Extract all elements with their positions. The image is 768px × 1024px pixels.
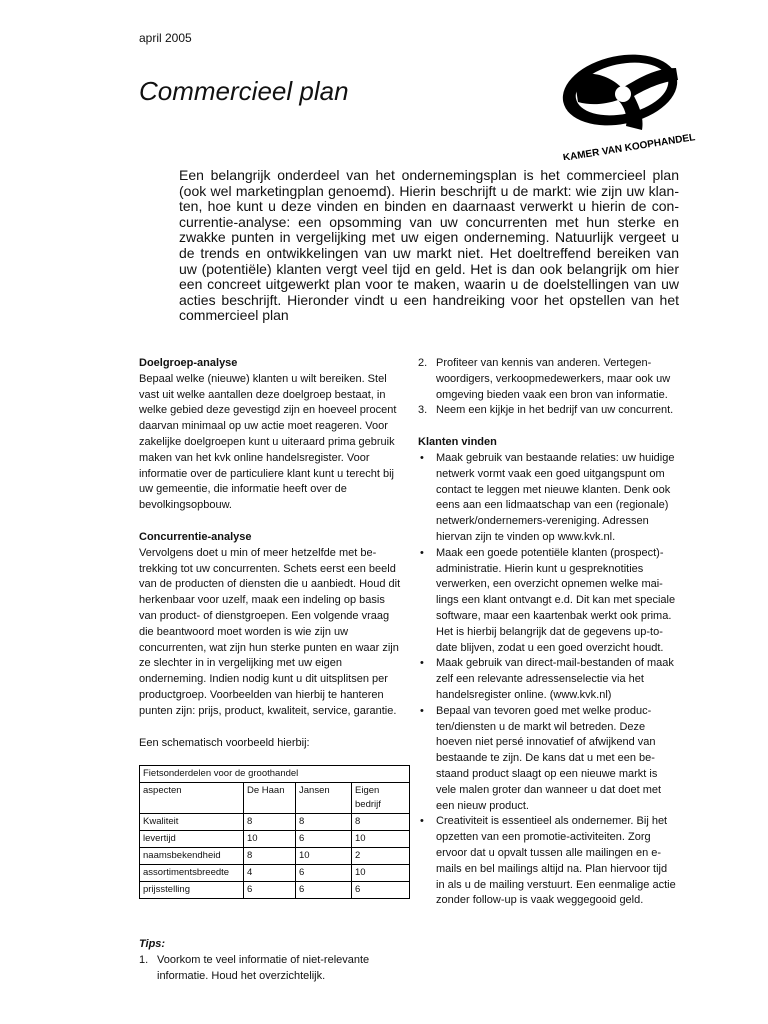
table-cell: 10 [352, 831, 410, 848]
table-cell: naamsbekendheid [140, 848, 244, 865]
table-cell: 10 [244, 831, 296, 848]
table-cell: 10 [352, 865, 410, 882]
table-cell: Kwaliteit [140, 814, 244, 831]
table-cell: 4 [244, 865, 296, 882]
bullet-icon: • [420, 704, 424, 717]
klanten-heading: Klanten vinden [418, 436, 497, 449]
table-cell: 6 [352, 882, 410, 899]
table-row [140, 831, 410, 848]
table-cell: 6 [296, 865, 352, 882]
list-item [418, 814, 678, 909]
table-header-row [140, 783, 410, 814]
list-number: 3. [418, 404, 428, 417]
table-cell: 6 [296, 831, 352, 848]
table-header-cell: De Haan [244, 783, 296, 814]
kvk-logo [552, 46, 712, 160]
page-title: Commercieel plan [139, 76, 349, 106]
list-item-text: Voorkom te veel informatie of niet-relevante informatie. Houd het overzichtelijk. [157, 954, 370, 982]
concurrentie-text: Vervolgens doet u min of meer hetzelfde met betrekking tot uw concurrenten. Schets eerst een beeld van de producten of diensten die u aanbiedt. Houd dit herkenbaar voor uzelf, maak een indeling op basis van product- of dienstgroepen. Een volgende vraag die beantwoord moet worden is wie zijn uw concurrenten, wat zijn hun sterke punten en waar zijn ze slechter in in vergelijking met uw eigen onderneming. Indien nodig kunt u dit uitsplitsen per productgroep. Voorbeelden van hierbij te hanteren punten zijn: prijs, product, kwaliteit, service, garantie. [139, 546, 401, 717]
table-cell: prijsstelling [140, 882, 244, 899]
tips-heading: Tips: [139, 938, 166, 951]
list-item-text: Profiteer van kennis van anderen. Vertegenwoordigers, verkoopmedewerkers, maar ook uw omgeving bieden vaak een bron van informatie. [436, 357, 671, 401]
bullet-icon: • [420, 546, 424, 559]
list-number: 1. [139, 954, 149, 967]
table-cell: 8 [296, 814, 352, 831]
list-item [418, 656, 678, 703]
table-header-cell: aspecten [140, 783, 244, 814]
list-item-text: Bepaal van tevoren goed met welke producten/diensten u de markt wil betreden. Deze hoeven niet persé innovatief of afwijkend van bestaande te zijn. De kans dat u met een bestaand product slaagt op een nieuwe markt is vele malen groter dan wanneer u dat doet met een nieuw product. [436, 704, 662, 812]
table-header-cell: Eigen bedrijf [352, 783, 410, 814]
table-row [140, 882, 410, 899]
doelgroep-heading: Doelgroep-analyse [139, 357, 238, 369]
schema-intro: Een schematisch voorbeeld hierbij: [139, 736, 310, 749]
list-item-text: Neem een kijkje in het bedrijf van uw concurrent. [436, 404, 674, 417]
table-row [140, 814, 410, 831]
bullet-icon: • [420, 657, 424, 670]
list-item-text: Maak gebruik van bestaande relaties: uw huidige netwerk vormt vaak een goed uitgangspunt om contact te leggen met nieuwe klanten. Denk ook eens aan een lidmaatschap van een (regionale) netwerk/ondernemers-vereniging. Adressen hiervan zijn te vinden op www.kvk.nl. [436, 451, 675, 543]
table-cell: assortimentsbreedte [140, 865, 244, 882]
list-item [139, 953, 402, 985]
table-row [140, 848, 410, 865]
table-cell: 8 [244, 814, 296, 831]
table-cell: 6 [296, 882, 352, 899]
table-cell: 8 [352, 814, 410, 831]
comparison-table [139, 765, 410, 899]
list-item [418, 451, 678, 546]
list-item-text: Maak een goede potentiële klanten (prospect)-administratie. Hierin kunt u gespreknotities verwerken, een overzicht opnemen welke mailings een klant ontvangt e.d. Dit kan met speciale software, maar een kaartenbak werkt ook prima. Het is hierbij belangrijk dat de gegevens up-to-date blijven, zodat u een goed overzicht houdt. [436, 546, 676, 654]
table-cell: 6 [244, 882, 296, 899]
table-cell: 8 [244, 848, 296, 865]
bullet-icon: • [420, 451, 424, 464]
concurrentie-heading: Concurrentie-analyse [139, 530, 252, 543]
document-date: april 2005 [139, 31, 192, 45]
table-cell: levertijd [140, 831, 244, 848]
list-item [418, 546, 678, 657]
doelgroep-text: Bepaal welke (nieuwe) klanten u wilt bereiken. Stel vast uit welke aantallen deze doelgroep bestaat, in welke gebied deze gevestigd zijn en hoeveel procent daarvan minimaal op uw actie moet reageren. Voor zakelijke doelgroepen kunt u uiteraard prima gebruik maken van het kvk online handelsregister. Voor informatie over de particuliere klant kunt u terecht bij uw gemeentie, die informatie heeft over de bevolkingsopbouw. [139, 372, 397, 512]
table-cell: 2 [352, 848, 410, 865]
left-column [139, 356, 402, 985]
list-item-text: Creativiteit is essentieel als ondernemer. Bij het opzetten van een promotie-activiteiten. Zorg ervoor dat u opvalt tussen alle mailingen en e-mails en bel mailings altijd na. Plan hiervoor tijd in als u de mailing verstuurt. Een eenmalige actie zonder follow-up is vaak weggegooid geld. [436, 815, 676, 907]
table-row [140, 865, 410, 882]
list-item [418, 403, 678, 419]
table-cell: 10 [296, 848, 352, 865]
list-item [418, 356, 678, 403]
table-caption: Fietsonderdelen voor de groothandel [140, 766, 410, 783]
table-caption-row [140, 766, 410, 783]
kvk-logo-mark [552, 46, 712, 160]
right-column [418, 356, 678, 909]
list-item [418, 704, 678, 815]
list-item-text: Maak gebruik van direct-mail-bestanden of maak zelf een relevante adressenselectie via het handelsregister online. (www.kvk.nl) [436, 657, 674, 701]
bullet-icon: • [420, 815, 424, 828]
list-number: 2. [418, 357, 428, 369]
logo-text: KAMER VAN KOOPHANDEL [562, 132, 697, 160]
intro-paragraph: Een belangrijk onderdeel van het ondernemingsplan is het commercieel plan (ook wel marketingplan genoemd). Hierin beschrijft u de markt: wie zijn uw klanten, hoe kunt u deze vinden en binden en daarnaast verwerkt u hierin de concurrentie-analyse: een opsomming van uw concurrenten met hun sterke en zwakke punten in vergelijking met uw eigen onderneming. Natuurlijk vergeet u de trends en ontwikkelingen van uw markt niet. Het doeltreffend bereiken van uw (potentiële) klanten vergt veel tijd en geld. Het is dan ook belangrijk om hier een concreet uitgewerkt plan voor te maken, waarin u de doelstellingen van uw acties beschrijft. Hieronder vindt u een handreiking voor het opstellen van het commercieel plan [179, 167, 679, 324]
table-header-cell: Jansen [296, 783, 352, 814]
